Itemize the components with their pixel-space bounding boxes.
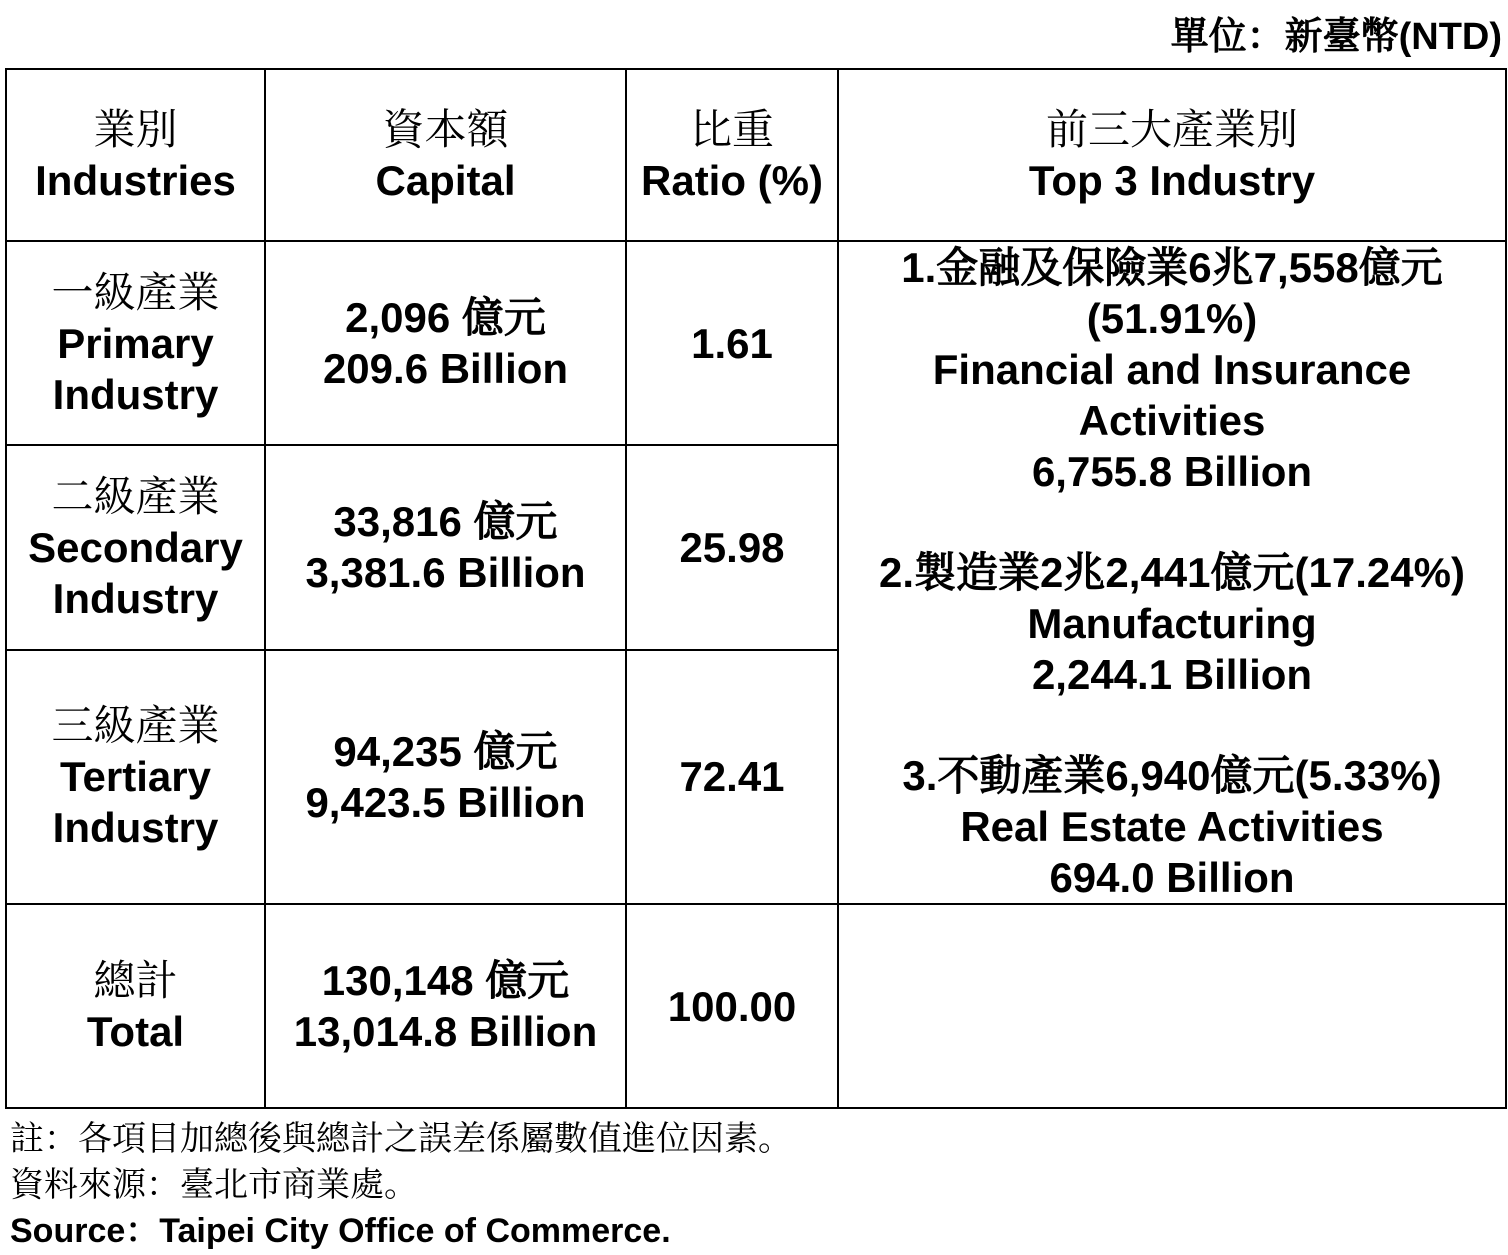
top3-item-value: 2,244.1 Billion bbox=[1031, 651, 1313, 698]
row-name-zh: 一級產業 bbox=[51, 268, 220, 316]
total-name bbox=[6, 904, 265, 1108]
top3-item bbox=[839, 547, 1505, 700]
top3-item-en: Financial and Insurance Activities bbox=[932, 346, 1412, 444]
row-tertiary-ratio bbox=[626, 650, 838, 904]
header-ratio-en: Ratio (%) bbox=[641, 157, 823, 204]
capital-zh: 2,096 億元 bbox=[345, 294, 546, 342]
row-name-zh: 三級產業 bbox=[51, 702, 220, 750]
header-row bbox=[6, 69, 1506, 241]
top3-item bbox=[839, 242, 1505, 497]
row-secondary-name bbox=[6, 445, 265, 649]
capital-zh: 33,816 億元 bbox=[333, 498, 558, 546]
capital-zh: 94,235 億元 bbox=[333, 727, 558, 775]
row-secondary-capital bbox=[265, 445, 626, 649]
top3-item-value: 694.0 Billion bbox=[1049, 854, 1295, 901]
row-name-zh: 二級產業 bbox=[51, 472, 220, 520]
top3-cell bbox=[838, 241, 1506, 904]
footnotes bbox=[10, 1116, 1490, 1254]
capital-en: 3,381.6 Billion bbox=[305, 549, 586, 597]
footnote-note: 註：各項目加總後與總計之誤差係屬數值進位因素。 bbox=[10, 1120, 792, 1158]
capital-en: 209.6 Billion bbox=[322, 345, 569, 393]
row-tertiary-capital bbox=[265, 650, 626, 904]
top3-item bbox=[839, 750, 1505, 903]
row-primary-capital bbox=[265, 241, 626, 445]
row-primary-name bbox=[6, 241, 265, 445]
ratio-value: 25.98 bbox=[679, 523, 785, 571]
row-name-en1: Secondary bbox=[28, 523, 243, 571]
row-name-en2: Industry bbox=[52, 370, 219, 418]
unit-label: 單位：新臺幣(NTD) bbox=[1170, 16, 1502, 58]
ratio-value: 1.61 bbox=[691, 319, 773, 367]
total-capital-en: 13,014.8 Billion bbox=[293, 1008, 598, 1055]
row-primary-ratio bbox=[626, 241, 838, 445]
row-name-en1: Tertiary bbox=[60, 753, 211, 801]
total-ratio bbox=[626, 904, 838, 1108]
header-top3 bbox=[838, 69, 1506, 241]
header-industries bbox=[6, 69, 265, 241]
ratio-value: 72.41 bbox=[679, 753, 785, 801]
total-capital bbox=[265, 904, 626, 1108]
header-top3-en: Top 3 Industry bbox=[1028, 157, 1316, 204]
header-ratio-zh: 比重 bbox=[689, 106, 774, 153]
row-name-en1: Primary bbox=[57, 319, 214, 367]
row-secondary-ratio bbox=[626, 445, 838, 649]
top3-item-value: 6,755.8 Billion bbox=[1031, 448, 1313, 495]
total-row bbox=[6, 904, 1506, 1108]
top3-item-en: Real Estate Activities bbox=[960, 803, 1384, 850]
total-name-zh: 總計 bbox=[93, 957, 178, 1004]
capital-en: 9,423.5 Billion bbox=[305, 778, 586, 826]
header-capital-en: Capital bbox=[375, 157, 516, 204]
total-name-en: Total bbox=[86, 1008, 185, 1055]
top3-item-en: Manufacturing bbox=[1027, 600, 1317, 647]
total-capital-zh: 130,148 億元 bbox=[321, 957, 570, 1004]
row-name-en2: Industry bbox=[52, 574, 219, 622]
header-top3-zh: 前三大產業別 bbox=[1045, 106, 1298, 153]
footnote-source-en: Source：Taipei City Office of Commerce. bbox=[10, 1212, 671, 1250]
header-capital bbox=[265, 69, 626, 241]
header-ratio bbox=[626, 69, 838, 241]
row-tertiary-name bbox=[6, 650, 265, 904]
top3-item-zh: 1.金融及保險業6兆7,558億元(51.91%) bbox=[901, 244, 1443, 342]
total-ratio-value: 100.00 bbox=[667, 982, 797, 1030]
capital-table bbox=[5, 68, 1507, 1109]
row-name-en2: Industry bbox=[52, 804, 219, 852]
footnote-source-zh: 資料來源：臺北市商業處。 bbox=[10, 1166, 418, 1204]
header-industries-zh: 業別 bbox=[93, 106, 178, 153]
total-top3-empty bbox=[838, 904, 1506, 1108]
top3-item-zh: 3.不動產業6,940億元(5.33%) bbox=[902, 752, 1442, 799]
top3-item-zh: 2.製造業2兆2,441億元(17.24%) bbox=[879, 549, 1465, 596]
header-capital-zh: 資本額 bbox=[382, 106, 509, 153]
header-industries-en: Industries bbox=[35, 157, 236, 204]
table-row bbox=[6, 241, 1506, 445]
